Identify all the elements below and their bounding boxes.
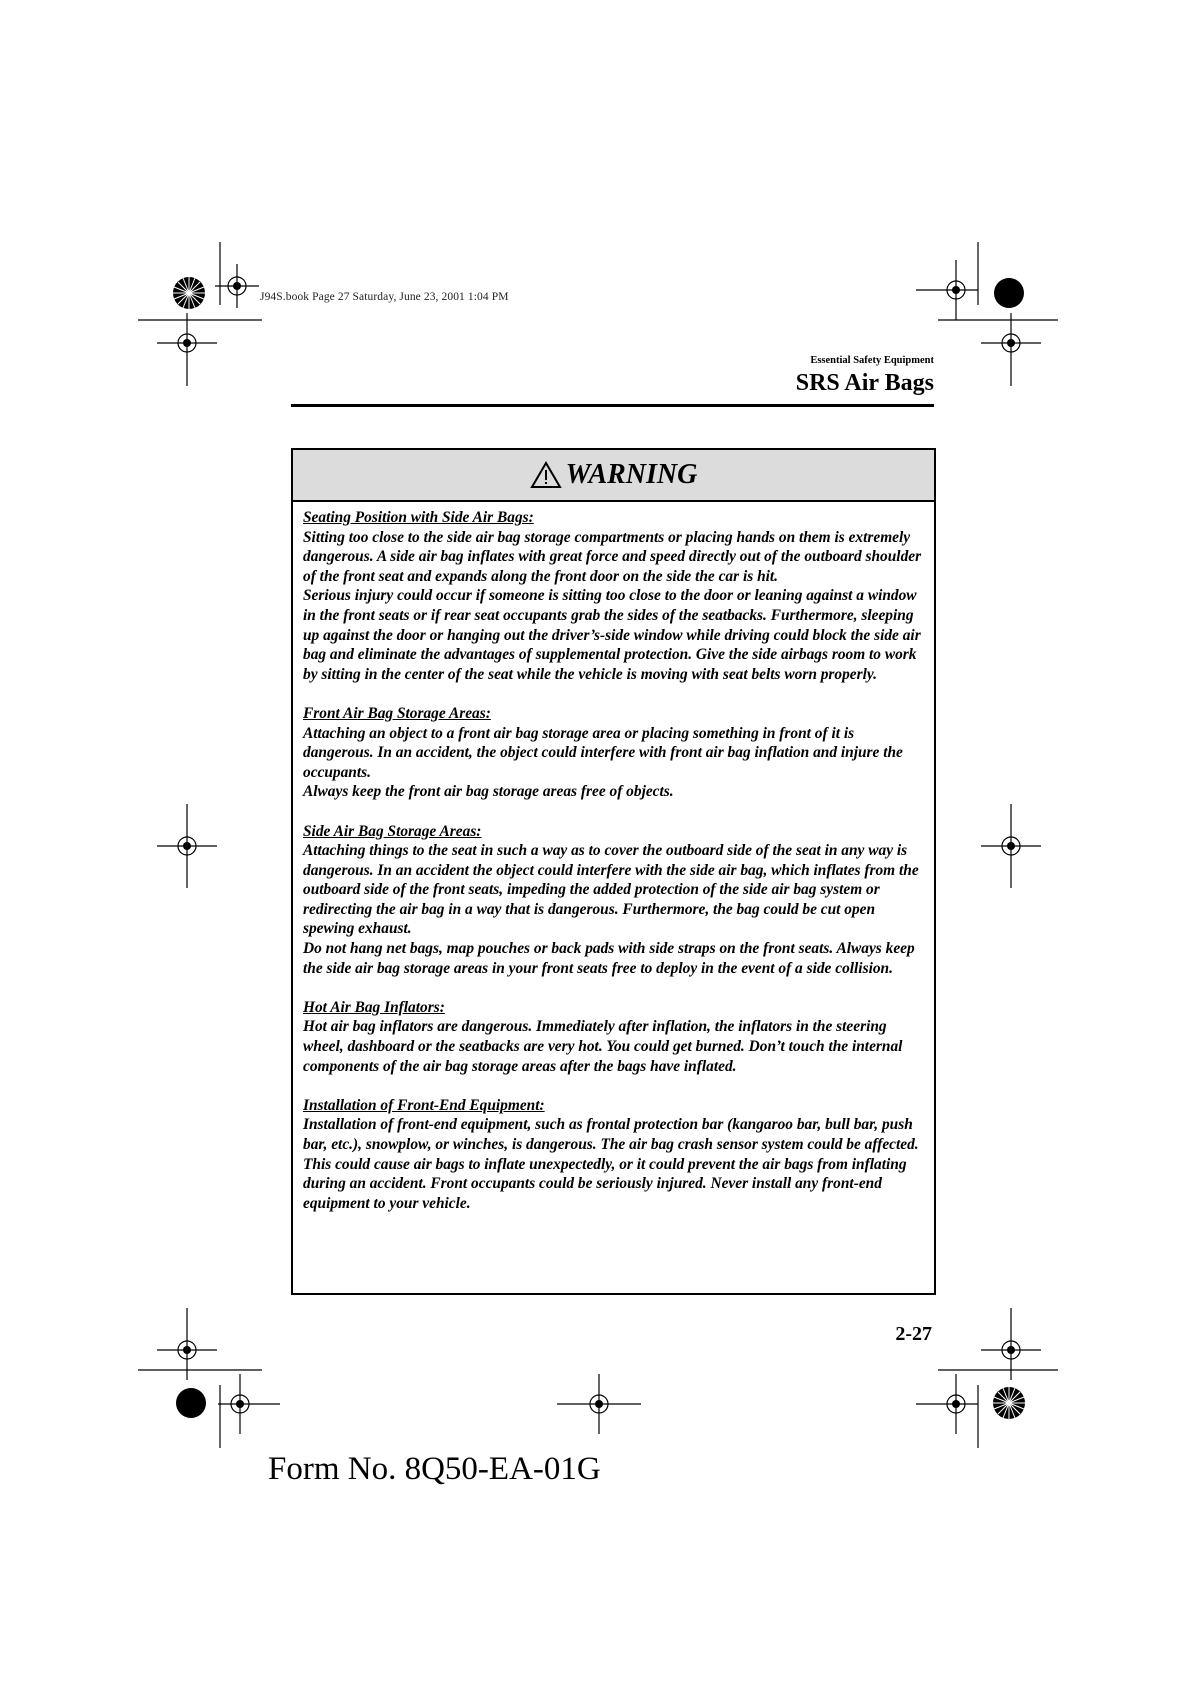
section-paragraph: Attaching an object to a front air bag storage area or placing something in front of it is dangerous. In an accident, the object could interfere with front air bag inflation and injure the occupants. [303,724,903,781]
section-paragraph: Serious injury could occur if someone is sitting too close to the door or leaning against a window in the front seats or if rear seat occupants grab the sides of the seatbacks. Furthermore, sleeping up against the door or hanging out the driver’s-side window while driving could block the side air bag and eliminate the advantages of supplemental protection. Give the side airbags room to work by sitting in the center of the seat while the vehicle is moving with seat belts worn properly. [303,587,921,683]
page-title: SRS Air Bags [795,370,934,396]
warning-header [293,450,934,502]
warning-section-front-storage [303,704,924,802]
section-paragraph: Hot air bag inflators are dangerous. Immediately after inflation, the inflators in the steering wheel, dashboard or the seatbacks are very hot. You could get burned. Don’t touch the internal components of the air bag storage areas after the bags have inflated. [303,1018,903,1075]
warning-section-seating [303,508,924,684]
warning-triangle-icon [530,461,562,489]
page-number: 2-27 [895,1323,932,1345]
section-paragraph: Always keep the front air bag storage areas free of objects. [303,783,674,801]
form-number: Form No. 8Q50-EA-01G [268,1451,601,1487]
section-heading: Side Air Bag Storage Areas: [303,822,482,840]
title-rule [291,404,934,407]
section-paragraph: Attaching things to the seat in such a way as to cover the outboard side of the seat in any way is dangerous. In an accident the object could interfere with the side air bag, which inflates from the outboard side of the front seats, impeding the added protection of the side air bag system or redirecting the air bag in a way that is dangerous. Furthermore, the bag could be cut open spewing exhaust. [303,842,919,938]
book-stamp: J94S.book Page 27 Saturday, June 23, 2001 1:04 PM [260,291,509,303]
section-heading: Hot Air Bag Inflators: [303,998,445,1016]
section-paragraph: Do not hang net bags, map pouches or back pads with side straps on the front seats. Always keep the side air bag storage areas in your front seats free to deploy in the event of a side collision. [303,940,915,977]
warning-section-hot-inflators [303,998,924,1076]
section-heading: Seating Position with Side Air Bags: [303,509,534,526]
section-paragraph: Sitting too close to the side air bag storage compartments or placing hands on them is extremely dangerous. A side air bag inflates with great force and speed directly out of the outboard shoulder of the front seat and expands along the front door on the side the car is hit. [303,528,922,585]
section-label: Essential Safety Equipment [810,355,934,366]
warning-section-side-storage [303,822,924,979]
section-paragraph: Installation of front-end equipment, such as frontal protection bar (kangaroo bar, bull bar, push bar, etc.), snowplow, or winches, is dangerous. The air bag crash sensor system could be affected. This could cause air bags to inflate unexpectedly, or it could prevent the air bags from inflating during an accident. Front occupants could be seriously injured. Never install any front-end equipment to your vehicle. [303,1116,919,1212]
warning-title: WARNING [565,459,698,490]
warning-body [293,502,934,1213]
warning-section-front-end [303,1096,924,1214]
warning-box [291,448,936,1295]
section-heading: Front Air Bag Storage Areas: [303,704,491,722]
section-heading: Installation of Front-End Equipment: [303,1096,545,1114]
